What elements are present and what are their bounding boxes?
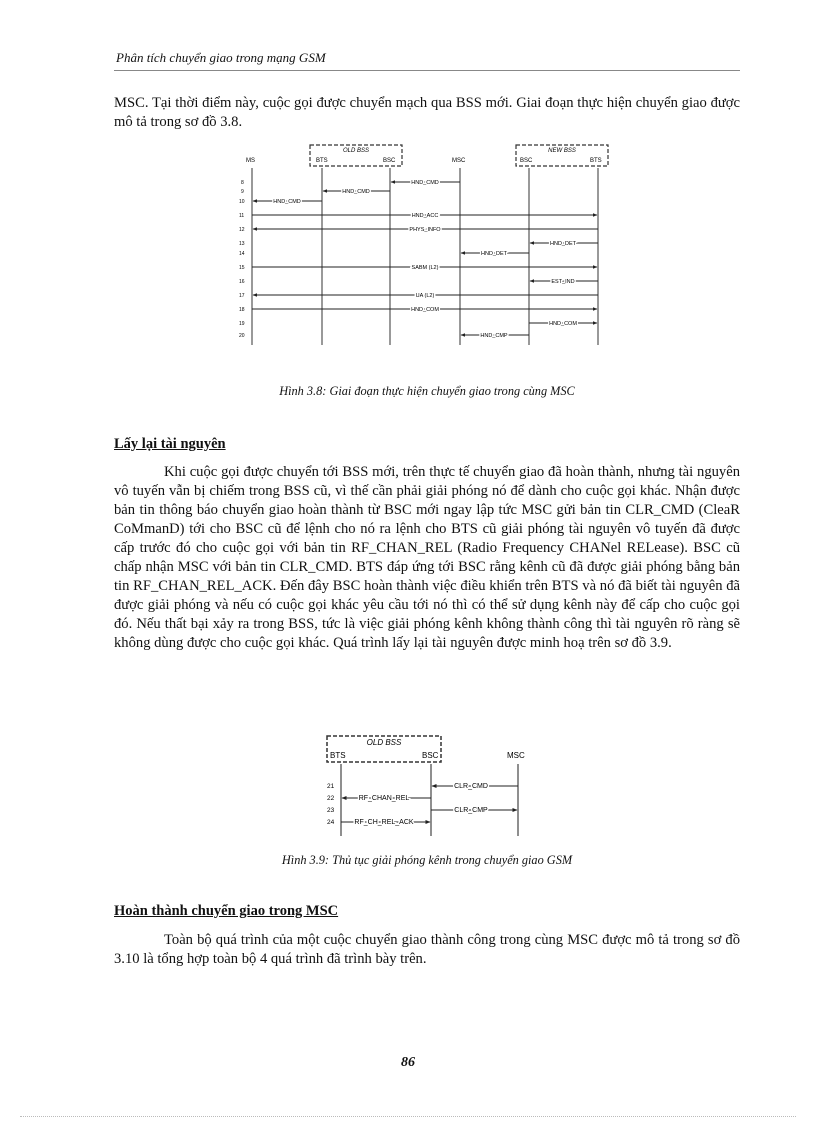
row-number: 23 [327, 807, 335, 814]
running-header: Phân tích chuyển giao trong mạng GSM [116, 50, 326, 65]
figure-3-9-caption: Hình 3.9: Thủ tục giải phóng kênh trong chuyển giao GSM [281, 853, 573, 867]
section-complete-text: Toàn bộ quá trình của một cuộc chuyển giao thành công trong cùng MSC được mô tả trong sơ đồ 3.10 là tổng hợp toàn bộ 4 quá trình đã trình bày trên. [114, 932, 740, 967]
row-number: 20 [239, 333, 245, 339]
row-number: 8 [241, 180, 244, 186]
msg-label: HND_CMD [411, 180, 439, 186]
figure-3-8-caption: Hình 3.8: Giai đoạn thực hiện chuyển giao trong cùng MSC [279, 384, 575, 398]
row-number: 12 [239, 227, 245, 233]
entity-bts: BTS [330, 751, 346, 760]
msg-label: HND_ACC [411, 213, 439, 219]
header-rule [114, 70, 740, 71]
msg-label: HND_DET [550, 241, 576, 247]
msg-label: HND_CMD [342, 189, 370, 195]
entity-old-bsc: BSC [383, 158, 396, 164]
row-number: 18 [239, 307, 245, 313]
row-number: 21 [327, 783, 335, 790]
section-complete-body [114, 931, 740, 969]
page-number: 86 [401, 1055, 415, 1070]
msg-label: RF_CHAN_REL [358, 795, 410, 802]
msg-label: SABM (L2) [411, 265, 439, 271]
old-bss-label: OLD BSS [342, 148, 370, 154]
row-number: 19 [239, 321, 245, 327]
msg-label: HND_DET [481, 251, 507, 257]
section-resource-text: Khi cuộc gọi được chuyển tới BSS mới, trên thực tế chuyển giao đã hoàn thành, nhưng tài nguyên vô tuyến vẫn bị chiếm trong BSS cũ, vì thế cần phải giải phóng nó để dành cho cuộc gọi khác. Nhận được bản tin thông báo chuyển giao hoàn thành từ BSC mới ngay lập tức MSC gửi bản tin CLR_CMD (CleaR CoMmanD) tới cho BSC cũ để lệnh cho nó ra lệnh cho BTS cũ giải phóng tài nguyên vô tuyến đã được cấp trước đó cho cuộc gọi với bản tin RF_CHAN_REL (Radio Frequency CHANel RELease). BSC cũ chấp nhận MSC với bản tin CLR_CMD. BTS đáp ứng tới BSC rằng kênh cũ đã được giải phóng bằng bản tin RF_CHAN_REL_ACK. Đến đây BSC hoàn thành việc điều khiển trên BTS và nó đã biết tài nguyên đã được giải phóng và nếu có cuộc gọi khác yêu cầu tới nó thì có thể sử dụng kênh này để cấp cho cuộc gọi đó. Nếu thất bại xảy ra trong BSS, tức là việc giải phóng kênh không thành công thì tài nguyên rõ ràng sẽ không dùng được cho cuộc gọi khác. Quá trình lấy lại tài nguyên được minh hoạ trên sơ đồ 3.9. [114, 464, 740, 651]
msg-label: HND_COM [411, 307, 439, 313]
old-bss-label: OLD BSS [366, 738, 402, 747]
section-heading-resource: Lấy lại tài nguyên [114, 436, 226, 452]
figure-3-8 [232, 140, 622, 350]
row-number: 13 [239, 241, 245, 247]
row-number: 16 [239, 279, 245, 285]
msg-label: HND_CMD [273, 199, 301, 205]
entity-old-bts: BTS [316, 158, 328, 164]
row-number: 24 [327, 819, 335, 826]
msg-label: RF_CH_REL_ACK [354, 819, 414, 826]
section-resource-body [114, 463, 740, 653]
msg-label: UA (L2) [415, 293, 435, 299]
row-number: 11 [239, 213, 245, 219]
row-number: 9 [241, 189, 244, 195]
msg-label: CLR_CMP [454, 807, 488, 814]
row-number: 15 [239, 265, 245, 271]
entity-msc: MSC [452, 158, 466, 164]
entity-new-bts: BTS [590, 158, 602, 164]
row-number: 14 [239, 251, 245, 257]
msg-label: PHYS_INFO [409, 227, 441, 233]
figure-3-9 [318, 730, 548, 840]
intro-paragraph: MSC. Tại thời điểm này, cuộc gọi được chuyển mạch qua BSS mới. Giai đoạn thực hiện chuyển giao được mô tả trong sơ đồ 3.8. [114, 95, 740, 130]
new-bss-label: NEW BSS [548, 148, 576, 154]
msg-label: CLR_CMD [454, 783, 488, 790]
footer-rule [20, 1116, 796, 1117]
msg-label: HND_CMP [480, 333, 508, 339]
row-number: 10 [239, 199, 245, 205]
entity-new-bsc: BSC [520, 158, 533, 164]
entity-bsc: BSC [422, 751, 439, 760]
msg-label: HND_COM [549, 321, 577, 327]
row-number: 17 [239, 293, 245, 299]
row-number: 22 [327, 795, 335, 802]
entity-ms: MS [246, 158, 255, 164]
section-heading-complete: Hoàn thành chuyển giao trong MSC [114, 903, 339, 919]
entity-msc: MSC [507, 751, 525, 760]
msg-label: EST_IND [551, 279, 575, 285]
